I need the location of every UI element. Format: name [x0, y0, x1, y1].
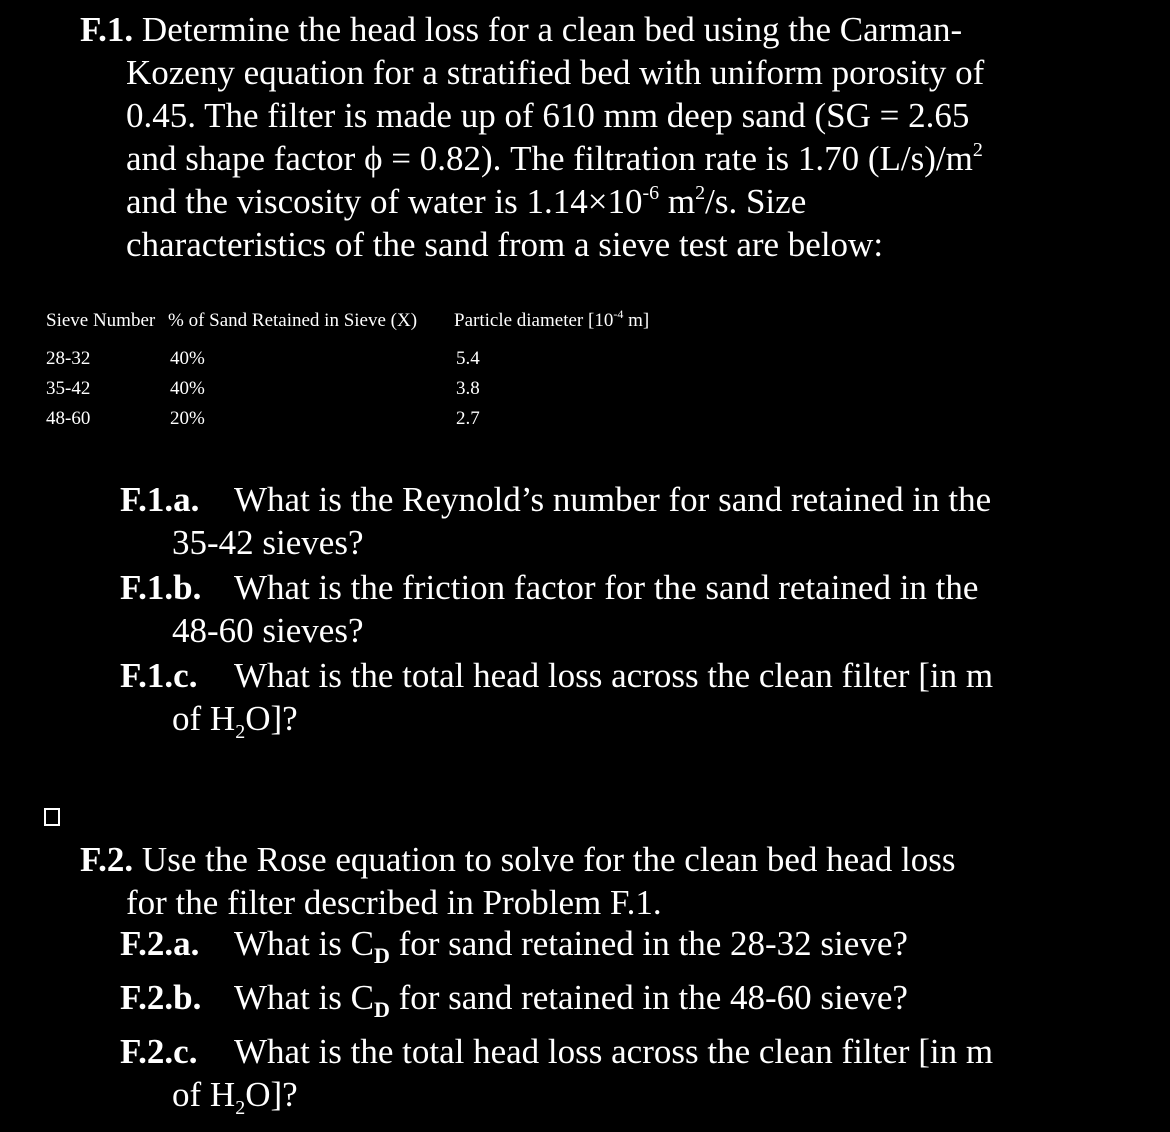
f2-subquestions	[120, 922, 994, 1119]
question-f2b: F.2.b. What is $C_D$ for sand retained in the 48-60 sieve?	[120, 976, 993, 1030]
question-f2a: F.2.a. What is $C_D$ for sand retained in the 28-32 sieve?	[120, 922, 993, 976]
cell-retained: 20%	[170, 408, 205, 429]
question-label: F.2.a.	[120, 924, 200, 963]
f1-line-2: Kozeny equation for a stratified bed with uniform porosity of	[126, 53, 985, 92]
cell-sieve: 28-32	[46, 348, 91, 369]
f1-line-1: F.1. Determine the head loss for a clean bed using the Carman-	[80, 10, 963, 49]
cell-retained: 40%	[170, 378, 205, 399]
checkbox[interactable]	[44, 808, 60, 826]
question-f1c: F.1.c. What is the total head loss across the clean filter [in m of $H_2O$]?	[120, 656, 994, 743]
cell-diameter: 5.4	[456, 348, 480, 369]
f1-subquestions	[120, 478, 993, 742]
cell-sieve: 48-60	[46, 408, 91, 429]
problem-f2	[80, 838, 955, 924]
header-particle-diameter: Particle diameter [$10^{-4}$ m]	[454, 307, 650, 331]
question-label: F.2.b.	[120, 978, 202, 1017]
question-f1a: F.1.a. What is the Reynold’s number for sand retained in the 35-42 sieves?	[120, 480, 992, 562]
f1-line-4: and shape factor ϕ = 0.82). The filtration rate is 1.70 $(L/s)/m^2$	[126, 139, 983, 178]
cell-sieve: 35-42	[46, 378, 91, 399]
header-percent-retained: % of Sand Retained in Sieve (X)	[168, 310, 418, 331]
f1-line-6: characteristics of the sand from a sieve test are below:	[126, 225, 884, 264]
question-label: F.1.c.	[120, 656, 198, 695]
header-sieve-number: Sieve Number	[46, 310, 156, 331]
question-label: F.1.a.	[120, 480, 200, 519]
problem-f1	[80, 8, 984, 266]
f2-line-1: F.2. Use the Rose equation to solve for the clean bed head loss	[80, 840, 956, 879]
question-label: F.1.b.	[120, 568, 202, 607]
f1-line-3: 0.45. The filter is made up of 610 mm deep sand (SG = 2.65	[126, 96, 970, 135]
f1-label: F.1.	[80, 10, 134, 49]
f2-label: F.2.	[80, 840, 134, 879]
question-f1b: F.1.b. What is the friction factor for the sand retained in the 48-60 sieves?	[120, 568, 979, 650]
f1-line-5: and the viscosity of water is $1.14\times 10^{-6}$ $m^2/s$. Size	[126, 182, 807, 221]
cell-retained: 40%	[170, 348, 205, 369]
question-f2c: F.2.c. What is the total head loss across the clean filter [in m of $H_2O$]?	[120, 1032, 994, 1119]
cell-diameter: 3.8	[456, 378, 480, 399]
f2-line-2: for the filter described in Problem F.1.	[126, 883, 662, 922]
question-label: F.2.c.	[120, 1032, 198, 1071]
cell-diameter: 2.7	[456, 408, 480, 429]
